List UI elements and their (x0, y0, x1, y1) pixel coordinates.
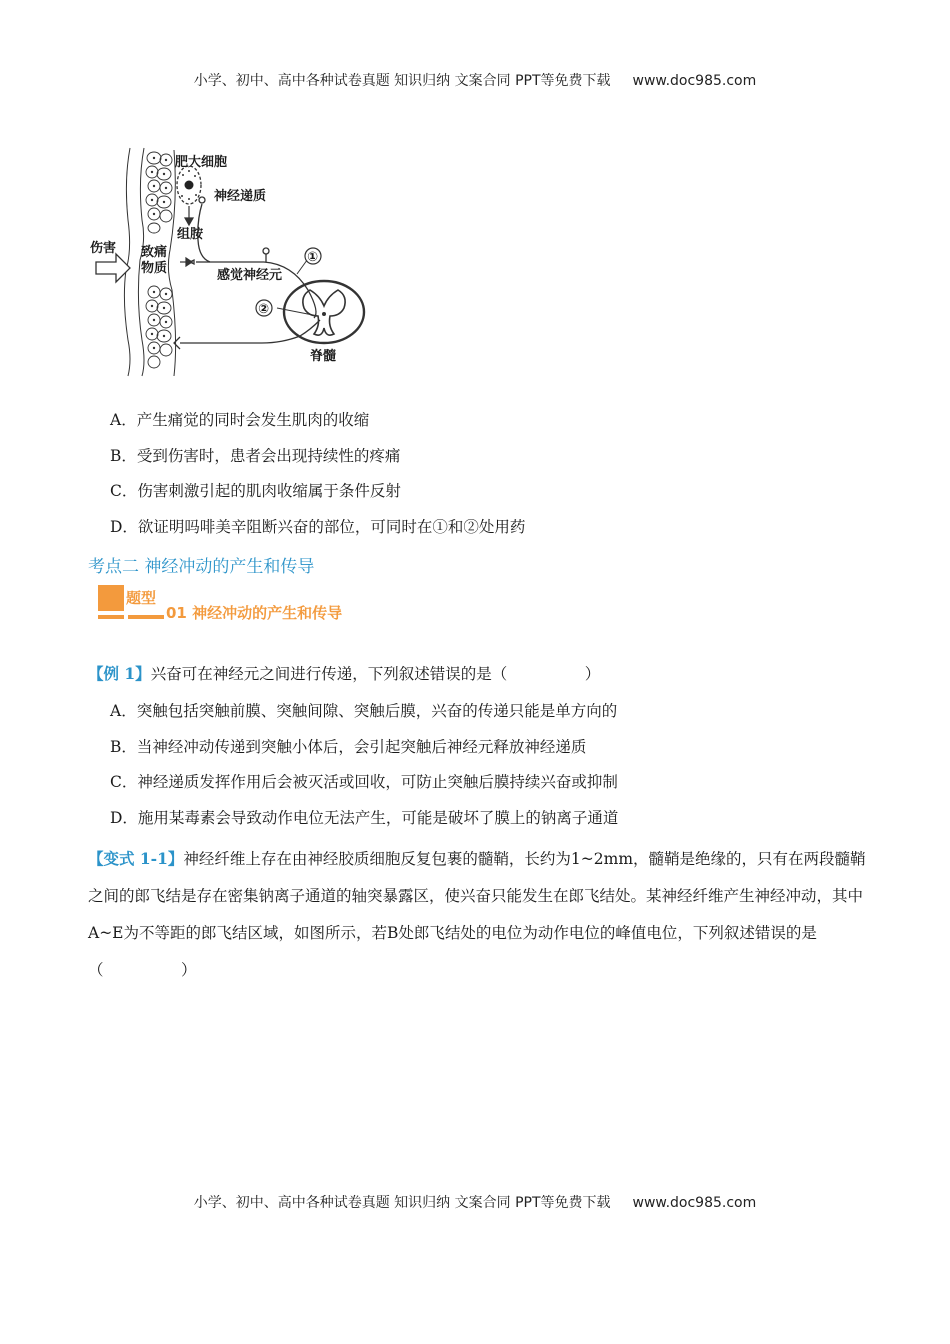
label-injury: 伤害 (90, 241, 117, 256)
label-histamine: 组胺 (177, 227, 204, 242)
prev-option-b: B．受到伤害时，患者会出现持续性的疼痛 (110, 447, 401, 465)
prev-option-d: D．欲证明吗啡美辛阻断兴奋的部位，可同时在①和②处用药 (110, 518, 526, 536)
footer-text: 小学、初中、高中各种试卷真题 知识归纳 文案合同 PPT等免费下载 (193, 1195, 611, 1211)
example1-option-b: B．当神经冲动传递到突触小体后，会引起突触后神经元释放神经递质 (110, 738, 587, 756)
page-header (0, 70, 950, 90)
tag-text: 题型 (126, 589, 157, 607)
label-sensory-neuron: 感觉神经元 (217, 268, 283, 283)
pain-reflex-figure (82, 140, 382, 380)
label-pain-substance-2: 物质 (141, 261, 168, 276)
example1-option-d: D．施用某毒素会导致动作电位无法产生，可能是破坏了膜上的钠离子通道 (110, 809, 619, 827)
header-url[interactable]: www.doc985.com (632, 73, 757, 89)
header-text: 小学、初中、高中各种试卷真题 知识归纳 文案合同 PPT等免费下载 (193, 73, 611, 89)
label-circle-2: ② (258, 302, 270, 317)
footer-url[interactable]: www.doc985.com (632, 1195, 757, 1211)
prev-option-a: A．产生痛觉的同时会发生肌肉的收缩 (110, 411, 370, 429)
label-mast-cell: 肥大细胞 (175, 155, 228, 170)
example1-stem-line (88, 664, 600, 684)
tag-bar (98, 615, 124, 619)
page-footer (0, 1192, 950, 1212)
label-spinal-cord: 脊髓 (310, 349, 337, 364)
pain-reflex-diagram (82, 140, 382, 380)
variant-text: 神经纤维上存在由神经胶质细胞反复包裹的髓鞘，长约为1~2mm，髓鞘是绝缘的，只有在两段髓鞘之间的郎飞结是存在密集钠离子通道的轴突暴露区，使兴奋只能发生在郎飞结处。某神经纤维产生神经冲动，其中A~E为不等距的郎飞结区域，如图所示，若B处郎飞结处的电位为动作电位的峰值电位，下列叙述错误的是（ ） (88, 850, 866, 979)
example1-stem: 兴奋可在神经元之间进行传递，下列叙述错误的是（ ） (150, 665, 601, 683)
prev-option-c: C．伤害刺激引起的肌肉收缩属于条件反射 (110, 482, 401, 500)
variant-question (88, 840, 866, 989)
section-title: 考点二 神经冲动的产生和传导 (88, 557, 315, 577)
sensory-neuron-fiber (190, 197, 319, 318)
label-neurotransmitter: 神经递质 (214, 189, 267, 204)
label-pain-substance-1: 致痛 (141, 245, 168, 260)
example1-label: 【例 1】 (88, 664, 151, 683)
example1-option-c: C．神经递质发挥作用后会被灭活或回收，可防止突触后膜持续兴奋或抑制 (110, 773, 618, 791)
mast-cell (177, 166, 201, 204)
type-title: 01 神经冲动的产生和传导 (166, 604, 343, 622)
tag-bar (128, 615, 164, 619)
variant-label: 【变式 1-1】 (88, 849, 184, 868)
example1-option-a: A．突触包括突触前膜、突触间隙、突触后膜，兴奋的传递只能是单方向的 (110, 702, 618, 720)
tag-square (98, 585, 124, 611)
label-circle-1: ① (307, 250, 319, 265)
question-type-tag (98, 585, 168, 621)
